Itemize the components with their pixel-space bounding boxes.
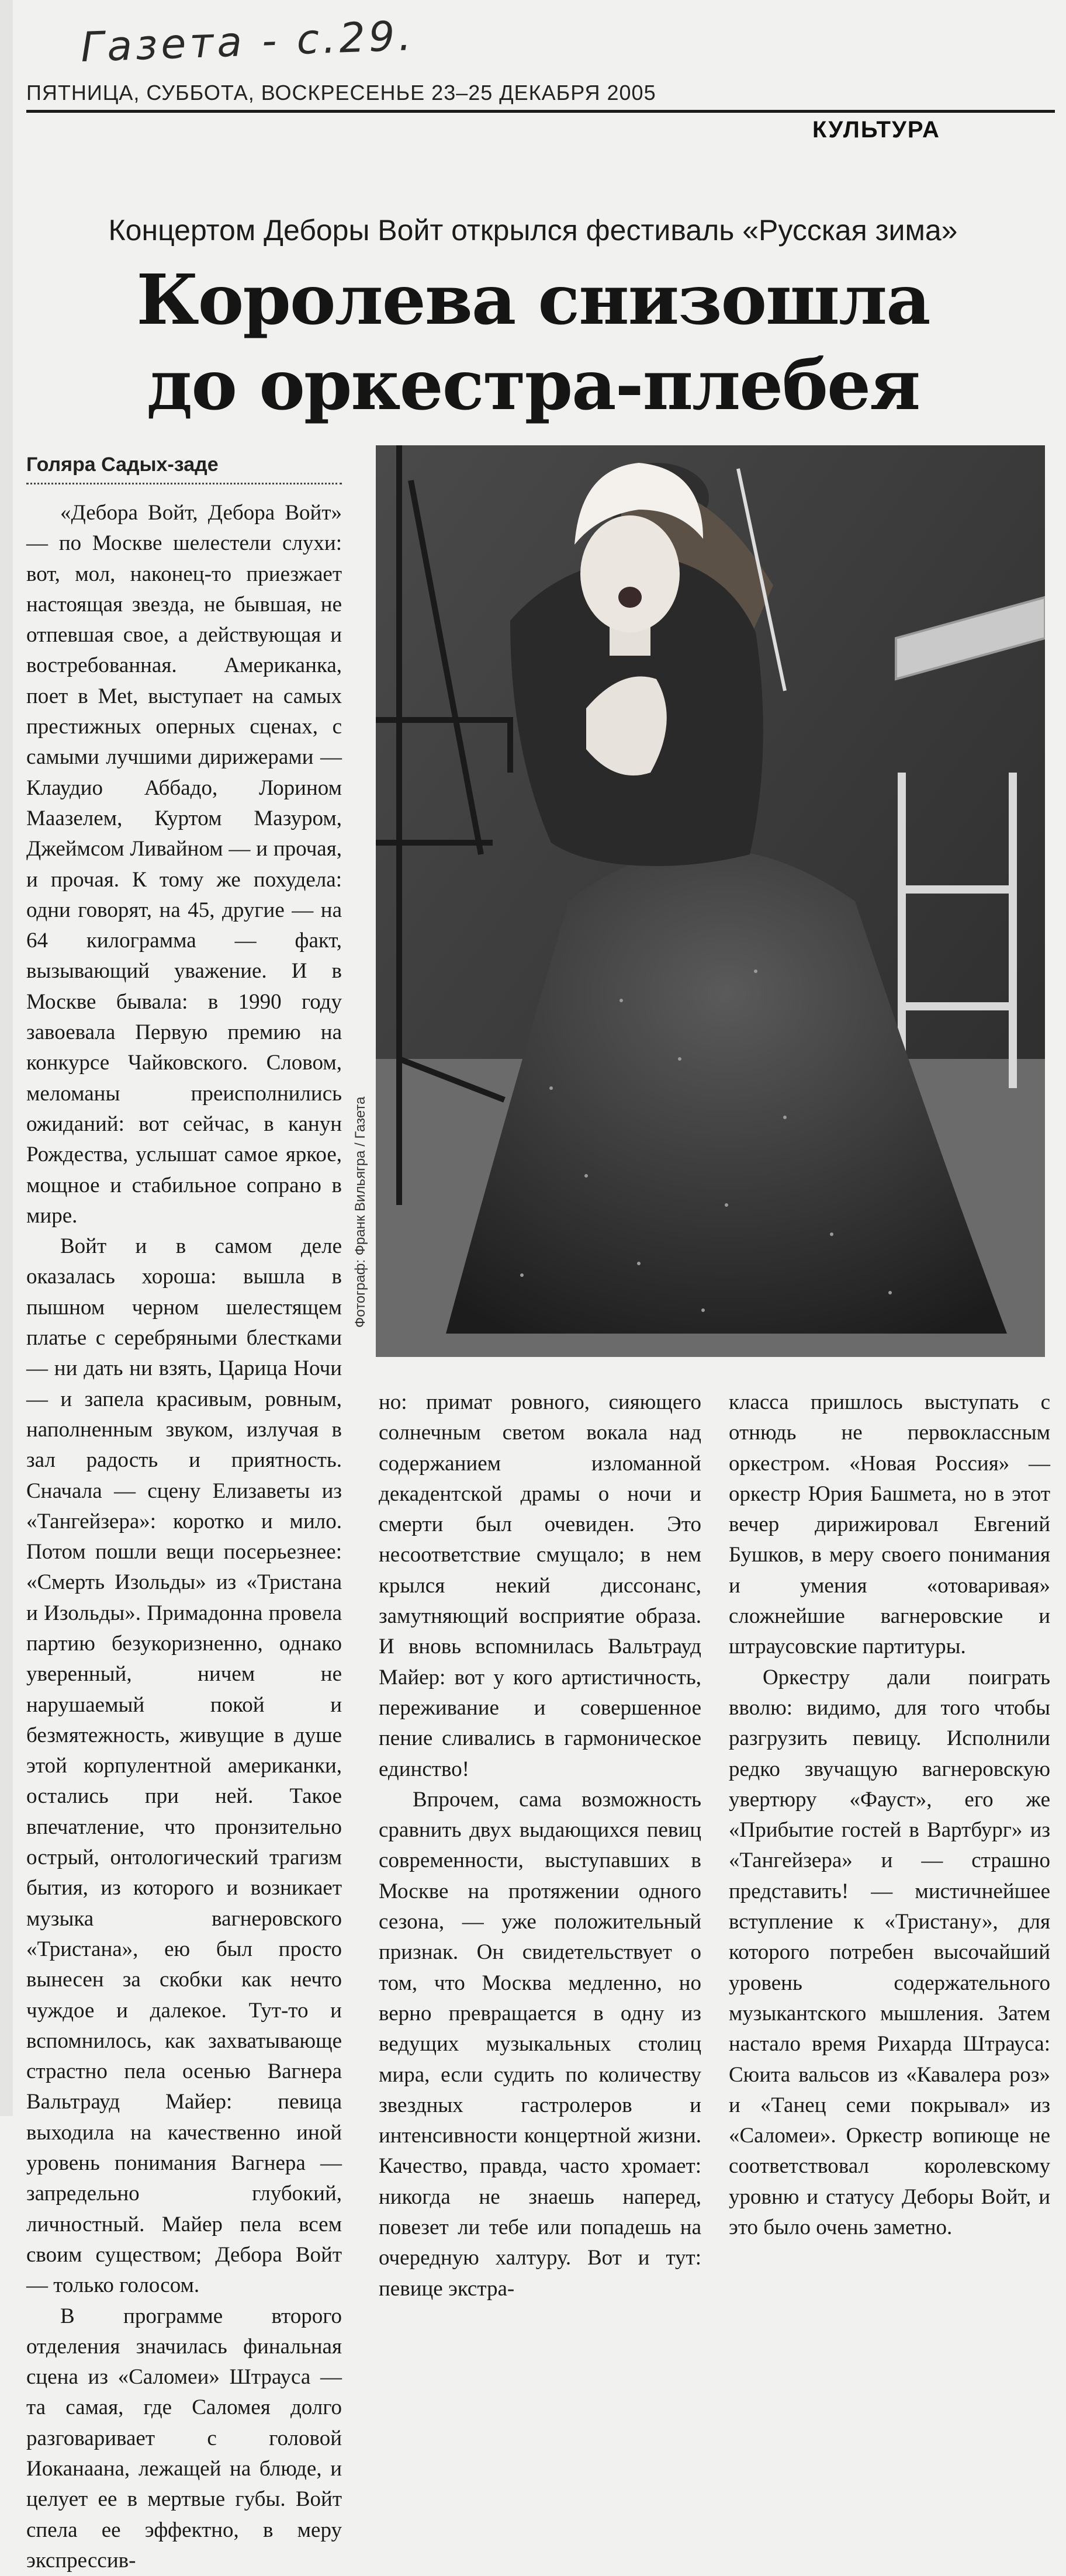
byline: Голяра Садых-заде (26, 453, 219, 476)
paragraph: Войт и в самом деле оказалась хороша: вышла в пышном черном шелестящем платье с серебряными блестками — ни дать ни взять, Царица Ночи — и запела красивым, ровным, наполненным звуком, излучая в зал радость и приятность. Сначала — сцену Елизаветы из «Тангейзера»: коротко и мило. Потом пошли вещи посерьезнее: «Смерть Изольды» из «Тристана и Изольды». Примадонна провела партию безукоризненно, однако уверенный, ничем не нарушаемый покой и безмятежность, живущие в душе этой корпулентной американки, остались при ней. Такое впечатление, что пронзительно острый, онтологический трагизм бытия, из которого и возникает музыка вагнеровского «Тристана», ею был просто вынесен за скобки как нечто чуждое и далекое. Тут-то и вспомнилось, как захватывающе страстно пела осенью Вагнера Вальтрауд Майер: певица выходила на качественно иной уровень понимания Вагнера — запредельно глубокий, личностный. Майер пела всем своим существом; Дебора Войт — только голосом. (26, 1234, 342, 2298)
byline-rule (26, 483, 342, 484)
handwritten-note: Газета - с.29. (79, 12, 416, 71)
dateline: ПЯТНИЦА, СУББОТА, ВОСКРЕСЕНЬЕ 23–25 ДЕКАБРЯ 2005 (26, 81, 656, 105)
paragraph: Впрочем, сама возможность сравнить двух выдающихся певиц современности, выступавших в Москве на протяжении одного сезона, — уже положительный признак. Он свидетельствует о том, что Москва медленно, но верно превращается в одну из ведущих музыкальных столиц мира, если судить по количеству звездных гастролеров и интенсивности концертной жизни. Качество, правда, часто хромает: никогда не знаешь наперед, повезет ли тебе или попадешь на очередную халтуру. Вот и тут: певице экстра- (379, 1787, 701, 2301)
paragraph: но: примат ровного, сияющего солнечным светом вокала над содержанием изломанной декадентской драмы о ночи и смерти был очевиден. Это несоответствие смущало; в нем крылся некий диссонанс, замутняющий восприятие образа. И вновь вспомнилась Вальтрауд Майер: вот у кого артистичность, переживание и совершенное пение сливались в гармоническое единство! (379, 1390, 701, 1781)
top-rule (26, 110, 1055, 113)
photo-illustration (376, 445, 1045, 1357)
concert-photo (376, 445, 1045, 1357)
article-column-2 (379, 1387, 701, 2304)
paragraph: «Дебора Войт, Дебора Войт» — по Москве шелестели слухи: вот, мол, наконец-то приезжает настоящая звезда, не бывшая, не отпевшая свое, а действующая и востребованная. Американка, поет в Met, выступает на самых престижных оперных сценах, с самыми лучшими дирижерами — Клаудио Аббадо, Лорином Маазелем, Куртом Мазуром, Джеймсом Ливайном — и прочая, и прочая. К тому же похудела: одни говорят, на 45, другие — на 64 килограмма — факт, вызывающий уважение. И в Москве бывала: в 1990 году завоевала Первую премию на конкурсе Чайковского. Словом, меломаны преисполнились ожиданий: вот сейчас, в канун Рождества, услышат самое яркое, мощное и стабильное сопрано в мире. (26, 501, 342, 1228)
paragraph: Оркестру дали поиграть вволю: видимо, для того чтобы разгрузить певицу. Исполнили редко звучащую вагнеровскую увертюру «Фауст», его же «Прибытие гостей в Вартбург» из «Тангейзера» и — страшно представить! — мистичнейшее вступление к «Тристану», для которого потребен высочайший уровень содержательного музыкантского мышления. Затем настало время Рихарда Штрауса: Сюита вальсов из «Кавалера роз» и «Танец семи покрывал» из «Саломеи». Оркестр вопиюще не соответствовал королевскому уровню и статусу Деборы Войт, и это было очень заметно. (729, 1665, 1050, 2240)
section-label: КУЛЬТУРА (812, 117, 940, 143)
kicker: Концертом Деборы Войт открылся фестиваль «Русская зима» (108, 214, 958, 247)
paragraph: В программе второго отделения значилась финальная сцена из «Саломеи» Штрауса — та самая, где Саломея долго разговаривает с головой Иоканаана, лежащей на блюде, и целует ее в мертвые губы. Войт спела ее эффектно, в меру экспрессив- (26, 2304, 342, 2572)
headline (0, 257, 1066, 428)
paragraph: класса пришлось выступать с отнюдь не первоклассным оркестром. «Новая Россия» — оркестр Юрия Башмета, но в этот вечер дирижировал Евгений Бушков, в меру своего понимания и умения «отоваривая» сложнейшие вагнеровские и штраусовские партитуры. (729, 1390, 1050, 1659)
article-column-3 (729, 1387, 1050, 2243)
article-column-1 (26, 498, 342, 2576)
headline-line-1: Королева снизошла (136, 259, 930, 340)
photo-credit: Фотограф: Франк Вильягра / Газета (352, 1096, 368, 1328)
headline-line-2: до оркестра-плебея (146, 344, 920, 425)
